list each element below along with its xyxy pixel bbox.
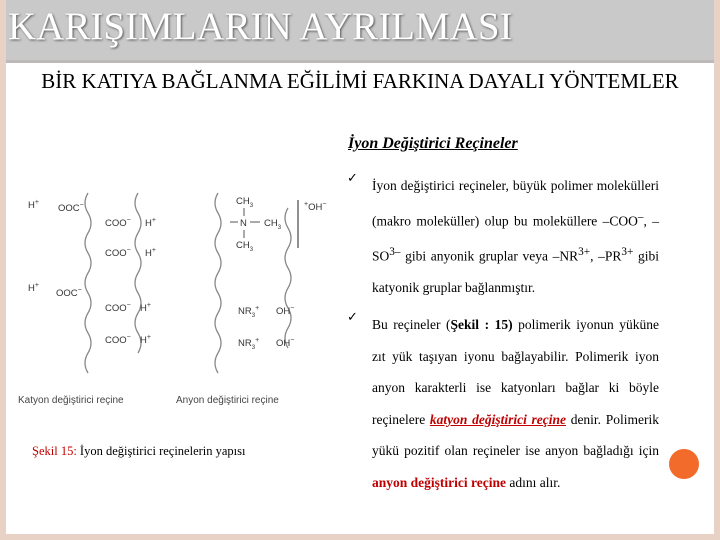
frame-bottom bbox=[0, 534, 720, 540]
bullet-text: Bu reçineler (Şekil : 15) polimerik iyonun yüküne zıt yük taşıyan iyonu bağlayabilir. Polimerik iyon anyon karakterli ise katyonları bağlar ki böyle reçinelere katyon değiştirici reçine denir. Polimerik yükü pozitif olan reçineler ise anyon bağladığı için anyon değiştirici reçine adını alır. bbox=[372, 317, 659, 490]
svg-text:H+: H+ bbox=[145, 217, 156, 229]
anion-group-quaternary bbox=[230, 196, 326, 253]
decorative-circle bbox=[669, 449, 699, 479]
figure-caption: Şekil 15: İyon değiştirici reçinelerin yapısı bbox=[32, 444, 246, 458]
svg-text:H+: H+ bbox=[140, 334, 151, 346]
anion-group bbox=[238, 305, 294, 319]
svg-text:CH3: $CH_3$ bbox=[264, 218, 282, 231]
cation-group bbox=[105, 217, 156, 229]
check-icon: ✓ bbox=[347, 170, 358, 185]
svg-text:N: N bbox=[240, 218, 247, 229]
term-anion-exchanger: anyon değiştirici reçine bbox=[372, 474, 506, 490]
title-bar bbox=[6, 0, 714, 60]
cation-resin-backbone-2 bbox=[135, 193, 141, 353]
anion-group bbox=[238, 337, 294, 351]
term-cation-exchanger: katyon değiştirici reçine bbox=[429, 411, 566, 427]
cation-group bbox=[28, 282, 82, 299]
cation-group bbox=[28, 199, 84, 214]
svg-text:H+: H+ bbox=[28, 199, 39, 211]
svg-text:NR3+: $NR_3^+$ bbox=[238, 305, 260, 319]
svg-text:NR3+: $NR_3^+$ bbox=[238, 337, 260, 351]
bullet-list bbox=[347, 170, 659, 498]
cation-resin-label: Katyon değiştirici reçine bbox=[18, 395, 124, 406]
anion-resin-backbone bbox=[215, 193, 221, 373]
check-icon: ✓ bbox=[347, 309, 358, 324]
bullet-item bbox=[347, 309, 659, 498]
svg-text:COO−: COO− bbox=[105, 302, 131, 314]
slide-title: KARIŞIMLARIN AYRILMASI bbox=[8, 5, 513, 48]
section-heading: İyon Değiştirici Reçineler bbox=[348, 135, 518, 152]
svg-text:H+: H+ bbox=[145, 247, 156, 259]
cation-group bbox=[105, 334, 151, 346]
svg-text:CH3: $CH_3$ bbox=[236, 240, 254, 253]
bullet-text: İyon değiştirici reçineler, büyük polimer molekülleri (makro moleküller) olup bu moleküllere –COO–, $-SO^{3-}$ gibi anyonik gruplar veya $-NR^{3+}$, $-PR^{3+}$ gibi katyonik gruplar bağlanmıştır. bbox=[372, 178, 659, 295]
svg-text:COO−: COO− bbox=[105, 247, 131, 259]
svg-text:COO−: COO− bbox=[105, 217, 131, 229]
figure-reference: Şekil : 15) bbox=[450, 317, 513, 332]
svg-text:OOC−: OOC− bbox=[56, 287, 82, 299]
slide-subtitle: BİR KATIYA BAĞLANMA EĞİLİMİ FARKINA DAYALI YÖNTEMLER bbox=[41, 69, 679, 93]
svg-text:OH−: OH− bbox=[276, 305, 295, 317]
title-underline bbox=[6, 60, 714, 63]
svg-text:CH3: $CH_3$ bbox=[236, 196, 254, 209]
anion-resin-label: Anyon değiştirici reçine bbox=[176, 395, 279, 406]
cation-resin-backbone bbox=[85, 193, 91, 373]
svg-text:H+: H+ bbox=[140, 302, 151, 314]
anion-resin-backbone-2 bbox=[285, 208, 291, 348]
resin-structure-diagram bbox=[18, 188, 343, 413]
svg-text:COO−: COO− bbox=[105, 334, 131, 346]
cation-group bbox=[105, 302, 151, 314]
frame-right bbox=[714, 0, 720, 540]
cation-group bbox=[105, 247, 156, 259]
svg-text:H+: H+ bbox=[28, 282, 39, 294]
svg-text:+OH−: +OH− bbox=[304, 201, 327, 213]
svg-text:OH−: OH− bbox=[276, 337, 295, 349]
svg-text:OOC−: OOC− bbox=[58, 202, 84, 214]
bullet-item bbox=[347, 170, 659, 303]
frame-left bbox=[0, 0, 6, 540]
